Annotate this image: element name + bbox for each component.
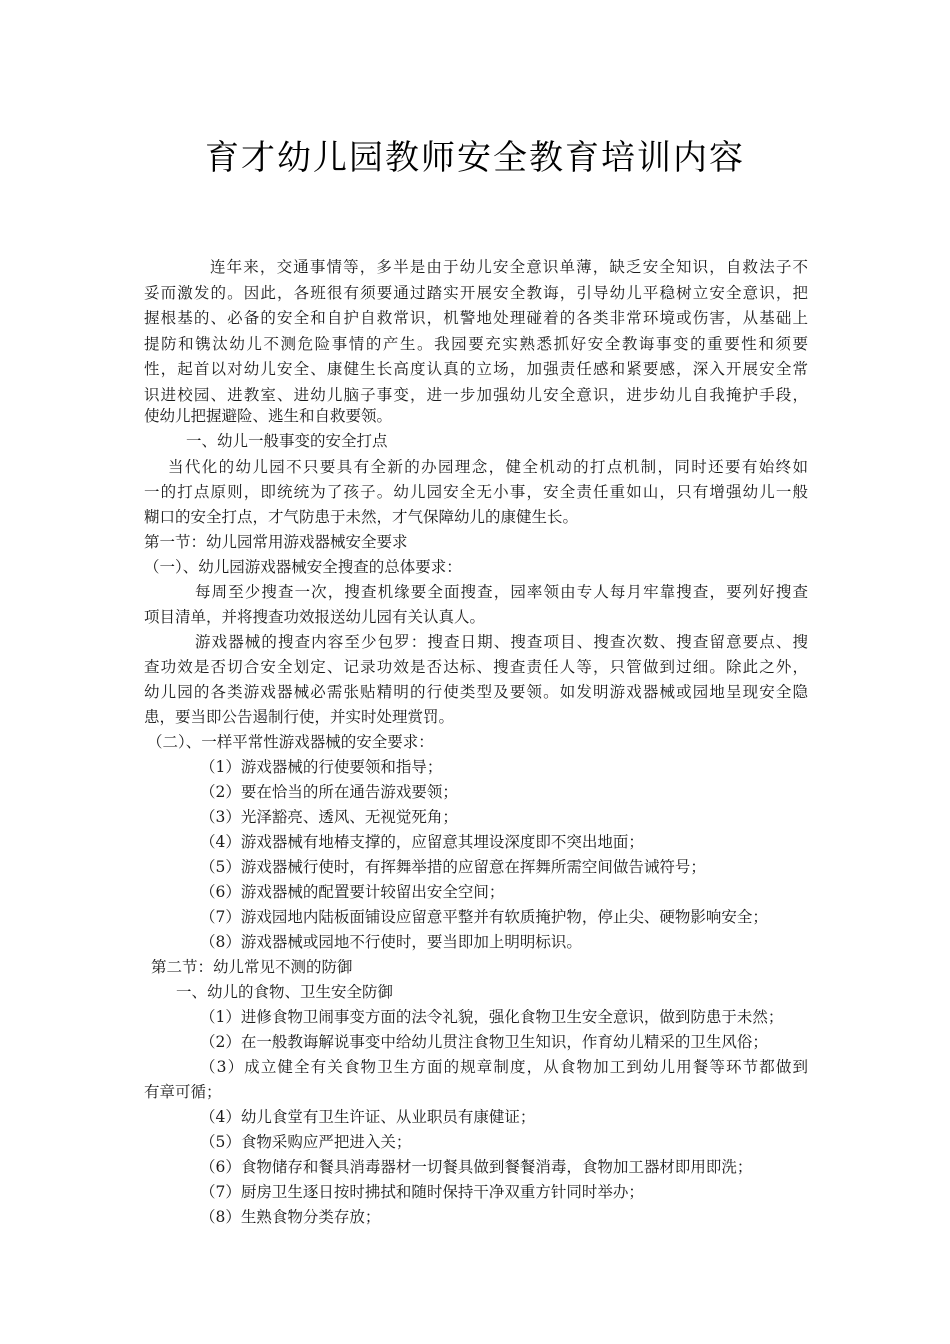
paragraph-line: 使幼儿把握避险、逃生和自救要领。 (144, 407, 393, 425)
paragraph-line: 患，要当即公告遏制行使，并实时处理赏罚。 (144, 708, 455, 726)
list-item: （6）食物储存和餐具消毒器材一切餐具做到餐餐消毒，食物加工器材即用即洗； (200, 1158, 753, 1176)
paragraph-line: 游戏器械的搜查内容至少包罗：搜查日期、搜查项目、搜查次数、搜查留意要点、搜 (195, 633, 808, 651)
list-item: （1）进修食物卫闹事变方面的法令礼貌，强化食物卫生安全意识，做到防患于未然； (200, 1008, 784, 1026)
paragraph-line: 识进校园、进教室、进幼儿脑子事变，进一步加强幼儿安全意识，进步幼儿自我掩护手段， (144, 386, 808, 404)
list-item: （8）游戏器械或园地不行使时，要当即加上明明标识。 (200, 933, 582, 951)
list-item: （1）游戏器械的行使要领和指导； (200, 758, 443, 776)
list-item: （5）食物采购应严把进入关； (200, 1133, 412, 1151)
paragraph-line: 每周至少搜查一次，搜查机缘要全面搜查，园率领由专人每月牢靠搜查，要列好搜查 (195, 583, 808, 601)
document-title: 育才幼儿园教师安全教育培训内容 (205, 138, 745, 178)
paragraph-line: 提防和镌汰幼儿不测危险事情的产生。我园要充实熟悉抓好安全教诲事变的重要性和须要 (144, 335, 808, 353)
list-item: （4）游戏器械有地椿支撑的，应留意其埋设深度即不突出地面； (200, 833, 644, 851)
list-item: （2）要在恰当的所在通告游戏要领； (200, 783, 458, 801)
list-item: （7）游戏园地内陆板面铺设应留意平整并有软质掩护物，停止尖、硬物影响安全； (200, 908, 768, 926)
paragraph-line: 幼儿园的各类游戏器械必需张贴精明的行使类型及要领。如发明游戏器械或园地呈现安全隐 (144, 683, 808, 701)
list-item: （7）厨房卫生逐日按时拂拭和随时保持干净双重方针同时举办； (200, 1183, 644, 1201)
paragraph-line: 当代化的幼儿园不只要具有全新的办园理念，健全机动的打点机制，同时还要有始终如 (168, 458, 808, 476)
paragraph-line: 性，起首以对幼儿安全、康健生长高度认真的立场，加强责任感和紧要感，深入开展安全常 (144, 360, 808, 378)
paragraph-line: 连年来，交通事情等，多半是由于幼儿安全意识单薄，缺乏安全知识，自救法子不 (210, 258, 808, 276)
paragraph-line: 糊口的安全打点，才气防患于未然，才气保障幼儿的康健生长。 (144, 508, 579, 526)
section-heading: 一、幼儿一般事变的安全打点 (186, 432, 388, 450)
subsection-heading: （二）、一样平常性游戏器械的安全要求： (147, 733, 434, 751)
paragraph-line: 一的打点原则，即统统为了孩子。幼儿园安全无小事，安全责任重如山，只有增强幼儿一般 (144, 483, 808, 501)
subsection-heading: （一）、幼儿园游戏器械安全搜查的总体要求： (144, 558, 462, 576)
list-item: （5）游戏器械行使时，有挥舞举措的应留意在挥舞所需空间做告诫符号； (200, 858, 706, 876)
paragraph-line: 妥而激发的。因此，各班很有须要通过踏实开展安全教诲，引导幼儿平稳树立安全意识，把 (144, 284, 808, 302)
subsection-heading: 一、幼儿的食物、卫生安全防御 (176, 983, 394, 1001)
list-item: （4）幼儿食堂有卫生许证、从业职员有康健证； (200, 1108, 536, 1126)
list-item-continuation: 有章可循； (144, 1083, 222, 1101)
section-heading: 第二节：幼儿常见不测的防御 (151, 958, 353, 976)
list-item: （8）生熟食物分类存放； (200, 1208, 381, 1226)
paragraph-line: 握根基的、必备的安全和自护自救常识，机警地处理碰着的各类非常环境或伤害，从基础上 (144, 309, 808, 327)
list-item: （3）光泽豁亮、透风、无视觉死角； (200, 808, 458, 826)
list-item: （2）在一般教诲解说事变中给幼儿贯注食物卫生知识，作育幼儿精采的卫生风俗； (200, 1033, 768, 1051)
section-heading: 第一节：幼儿园常用游戏器械安全要求 (144, 533, 408, 551)
paragraph-line: 查功效是否切合安全划定、记录功效是否达标、搜查责任人等，只管做到过细。除此之外， (144, 658, 808, 676)
list-item: （6）游戏器械的配置要计较留出安全空间； (200, 883, 505, 901)
paragraph-line: 项目清单，并将搜查功效报送幼儿园有关认真人。 (144, 608, 486, 626)
list-item: （3）成立健全有关食物卫生方面的规章制度，从食物加工到幼儿用餐等环节都做到 (200, 1058, 808, 1076)
